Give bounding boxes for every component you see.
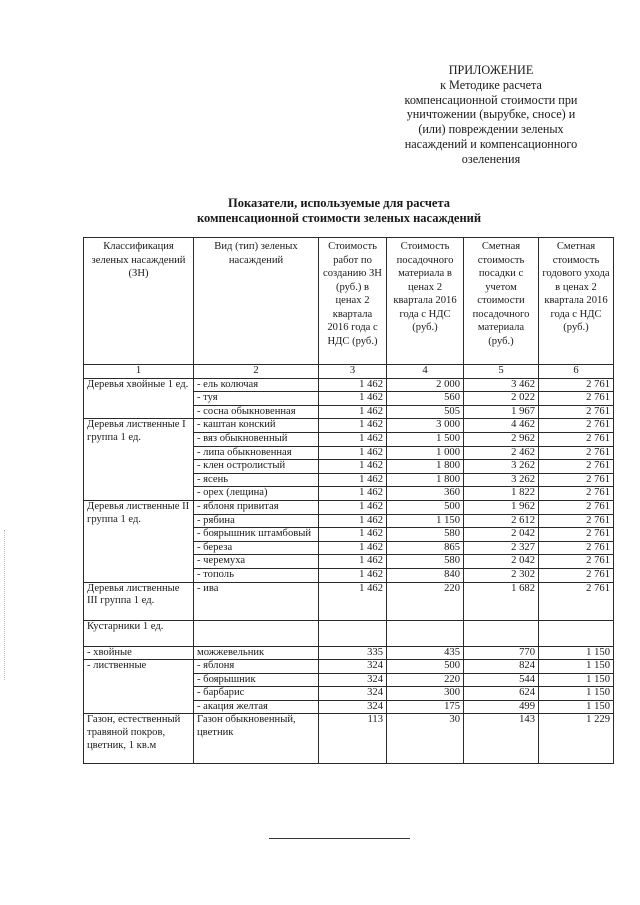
type-cell: - рябина: [194, 514, 319, 528]
table-row: [84, 646, 614, 660]
table-row: [84, 419, 614, 433]
type-cell: - туя: [194, 392, 319, 406]
planting-cost-cell: 2 962: [464, 432, 539, 446]
col-number: 1: [84, 365, 194, 379]
planting-cost-cell: 824: [464, 660, 539, 674]
appendix-line: ПРИЛОЖЕНИЕ: [448, 63, 534, 77]
care-cost-cell: 2 761: [539, 405, 614, 419]
planting-cost-cell: 1 682: [464, 582, 539, 620]
work-cost-cell: 1 462: [319, 460, 387, 474]
care-cost-cell: 2 761: [539, 500, 614, 514]
material-cost-cell: 840: [387, 568, 464, 582]
material-cost-cell: 1 800: [387, 473, 464, 487]
care-cost-cell: 1 229: [539, 714, 614, 764]
care-cost-cell: 1 150: [539, 673, 614, 687]
type-cell: - липа обыкновенная: [194, 446, 319, 460]
material-cost-cell: 1 500: [387, 432, 464, 446]
type-cell: - вяз обыкновенный: [194, 432, 319, 446]
classification-cell: - хвойные: [84, 646, 194, 660]
care-cost-cell: 2 761: [539, 460, 614, 474]
care-cost-cell: 2 761: [539, 419, 614, 433]
appendix-line: озеленения: [461, 151, 521, 166]
work-cost-cell: 113: [319, 714, 387, 764]
planting-cost-cell: 2 042: [464, 555, 539, 569]
care-cost-cell: 2 761: [539, 514, 614, 528]
planting-cost-cell: 4 462: [464, 419, 539, 433]
care-cost-cell: 2 761: [539, 446, 614, 460]
header-classification: Классификация зеленых насаждений (ЗН): [84, 238, 194, 365]
appendix-line: к Методике расчета: [440, 77, 542, 92]
planting-cost-cell: 544: [464, 673, 539, 687]
planting-cost-cell: 2 327: [464, 541, 539, 555]
care-cost-cell: 1 150: [539, 646, 614, 660]
type-cell: - боярышник штамбовый: [194, 528, 319, 542]
material-cost-cell: 435: [387, 646, 464, 660]
material-cost-cell: 505: [387, 405, 464, 419]
col-number: 4: [387, 365, 464, 379]
planting-cost-cell: 2 302: [464, 568, 539, 582]
type-cell: - береза: [194, 541, 319, 555]
header-care-cost: Сметная стоимость годового ухода в ценах 2 квартала 2016 года с НДС (руб.): [539, 238, 614, 365]
table-row: [84, 660, 614, 674]
material-cost-cell: 560: [387, 392, 464, 406]
work-cost-cell: 1 462: [319, 487, 387, 501]
material-cost-cell: 580: [387, 555, 464, 569]
classification-cell: Деревья лиственные II группа 1 ед.: [84, 500, 194, 582]
material-cost-cell: 580: [387, 528, 464, 542]
col-number: 6: [539, 365, 614, 379]
appendix-line: уничтожении (вырубке, сносе) и: [406, 107, 576, 122]
material-cost-cell: 220: [387, 582, 464, 620]
care-cost-cell: 2 761: [539, 528, 614, 542]
table-row: [84, 500, 614, 514]
header-type: Вид (тип) зеленых насаждений: [194, 238, 319, 365]
type-cell: - орех (лещина): [194, 487, 319, 501]
table-row: [84, 714, 614, 764]
planting-cost-cell: 2 462: [464, 446, 539, 460]
type-cell: - сосна обыкновенная: [194, 405, 319, 419]
appendix-line: (или) повреждении зеленых: [418, 122, 564, 137]
material-cost-cell: 865: [387, 541, 464, 555]
col-number: 2: [194, 365, 319, 379]
planting-cost-cell: 2 612: [464, 514, 539, 528]
type-cell: - барбарис: [194, 687, 319, 701]
material-cost-cell: 1 150: [387, 514, 464, 528]
planting-cost-cell: 143: [464, 714, 539, 764]
material-cost-cell: 500: [387, 660, 464, 674]
type-cell: - черемуха: [194, 555, 319, 569]
work-cost-cell: 1 462: [319, 378, 387, 392]
classification-cell: Деревья хвойные 1 ед.: [84, 378, 194, 419]
planting-cost-cell: 3 262: [464, 460, 539, 474]
margin-mark: [4, 530, 6, 680]
type-cell: - ива: [194, 582, 319, 620]
planting-cost-cell: 770: [464, 646, 539, 660]
header-material-cost: Стоимость посадочного материала в ценах 2 квартала 2016 года с НДС (руб.): [387, 238, 464, 365]
material-cost-cell: 220: [387, 673, 464, 687]
appendix-block: [380, 63, 602, 167]
bottom-divider: [269, 838, 410, 839]
material-cost-cell: 500: [387, 500, 464, 514]
table-row: [84, 620, 614, 646]
work-cost-cell: 324: [319, 687, 387, 701]
planting-cost-cell: 2 042: [464, 528, 539, 542]
appendix-line: компенсационной стоимости при: [404, 92, 578, 107]
table-row: [84, 582, 614, 620]
material-cost-cell: 300: [387, 687, 464, 701]
table-row: [84, 378, 614, 392]
planting-cost-cell: 1 962: [464, 500, 539, 514]
col-number: 3: [319, 365, 387, 379]
col-number: 5: [464, 365, 539, 379]
work-cost-cell: 1 462: [319, 446, 387, 460]
classification-cell: Газон, естественный травяной покров, цветник, 1 кв.м: [84, 714, 194, 764]
care-cost-cell: 2 761: [539, 582, 614, 620]
work-cost-cell: 335: [319, 646, 387, 660]
compensation-cost-table: [83, 237, 614, 764]
planting-cost-cell: 2 022: [464, 392, 539, 406]
work-cost-cell: 324: [319, 673, 387, 687]
empty-cell: [539, 620, 614, 646]
care-cost-cell: 1 150: [539, 660, 614, 674]
planting-cost-cell: 499: [464, 700, 539, 714]
work-cost-cell: 324: [319, 700, 387, 714]
type-cell: - клен остролистый: [194, 460, 319, 474]
type-cell: - ясень: [194, 473, 319, 487]
header-row: [84, 238, 614, 365]
work-cost-cell: 1 462: [319, 555, 387, 569]
material-cost-cell: 1 800: [387, 460, 464, 474]
classification-cell: Деревья лиственные I группа 1 ед.: [84, 419, 194, 501]
work-cost-cell: 1 462: [319, 405, 387, 419]
care-cost-cell: 1 150: [539, 687, 614, 701]
work-cost-cell: 1 462: [319, 528, 387, 542]
work-cost-cell: 1 462: [319, 392, 387, 406]
material-cost-cell: 1 000: [387, 446, 464, 460]
header-planting-cost: Сметная стоимость посадки с учетом стоимости посадочного материала (руб.): [464, 238, 539, 365]
work-cost-cell: 1 462: [319, 500, 387, 514]
material-cost-cell: 3 000: [387, 419, 464, 433]
type-cell: - боярышник: [194, 673, 319, 687]
header-work-cost: Стоимость работ по созданию ЗН (руб.) в ценах 2 квартала 2016 года с НДС (руб.): [319, 238, 387, 365]
work-cost-cell: 1 462: [319, 541, 387, 555]
column-number-row: [84, 365, 614, 379]
material-cost-cell: 30: [387, 714, 464, 764]
work-cost-cell: 324: [319, 660, 387, 674]
material-cost-cell: 360: [387, 487, 464, 501]
work-cost-cell: 1 462: [319, 473, 387, 487]
type-cell: Газон обыкновенный, цветник: [194, 714, 319, 764]
table-body: [84, 378, 614, 764]
material-cost-cell: 2 000: [387, 378, 464, 392]
appendix-line: насаждений и компенсационного: [404, 136, 578, 151]
type-cell: - яблоня привитая: [194, 500, 319, 514]
title-line-1: Показатели, используемые для расчета: [228, 196, 450, 210]
planting-cost-cell: 624: [464, 687, 539, 701]
type-cell: - акация желтая: [194, 700, 319, 714]
material-cost-cell: 175: [387, 700, 464, 714]
type-cell: можжевельник: [194, 646, 319, 660]
care-cost-cell: 2 761: [539, 541, 614, 555]
empty-cell: [319, 620, 387, 646]
care-cost-cell: 2 761: [539, 487, 614, 501]
type-cell: - тополь: [194, 568, 319, 582]
type-cell: - яблоня: [194, 660, 319, 674]
empty-cell: [464, 620, 539, 646]
work-cost-cell: 1 462: [319, 582, 387, 620]
care-cost-cell: 2 761: [539, 568, 614, 582]
classification-cell: Деревья лиственные III группа 1 ед.: [84, 582, 194, 620]
work-cost-cell: 1 462: [319, 514, 387, 528]
care-cost-cell: 1 150: [539, 700, 614, 714]
planting-cost-cell: 1 967: [464, 405, 539, 419]
care-cost-cell: 2 761: [539, 555, 614, 569]
care-cost-cell: 2 761: [539, 378, 614, 392]
care-cost-cell: 2 761: [539, 473, 614, 487]
planting-cost-cell: 3 262: [464, 473, 539, 487]
title-line-2: компенсационной стоимости зеленых насаждений: [196, 211, 482, 225]
planting-cost-cell: 3 462: [464, 378, 539, 392]
empty-cell: [387, 620, 464, 646]
work-cost-cell: 1 462: [319, 419, 387, 433]
care-cost-cell: 2 761: [539, 432, 614, 446]
empty-cell: [194, 620, 319, 646]
document-title: [90, 196, 588, 226]
work-cost-cell: 1 462: [319, 432, 387, 446]
work-cost-cell: 1 462: [319, 568, 387, 582]
classification-cell: - лиственные: [84, 660, 194, 714]
planting-cost-cell: 1 822: [464, 487, 539, 501]
type-cell: - ель колючая: [194, 378, 319, 392]
classification-cell: Кустарники 1 ед.: [84, 620, 194, 646]
type-cell: - каштан конский: [194, 419, 319, 433]
care-cost-cell: 2 761: [539, 392, 614, 406]
